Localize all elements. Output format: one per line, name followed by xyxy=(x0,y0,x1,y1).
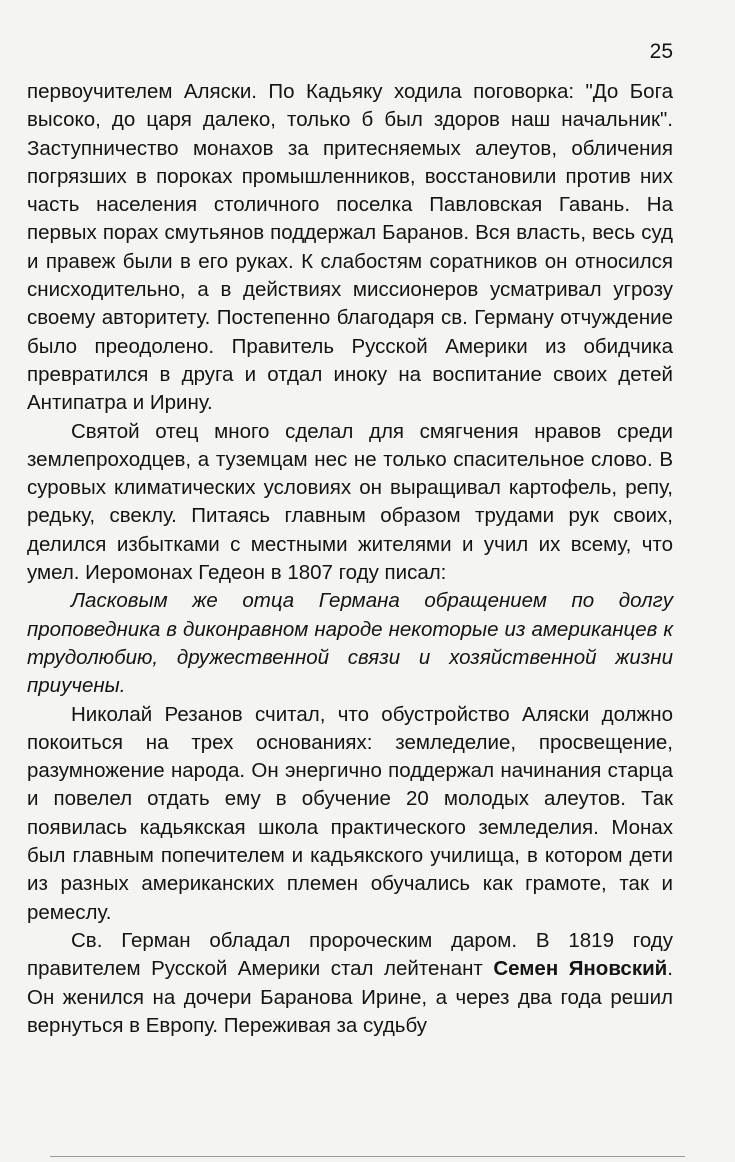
paragraph-5-text-end: . Он женился на дочери Баранова Ирине, а через два года решил вернуться в Европу. Переживая за судьбу xyxy=(27,957,673,1037)
paragraph-5-text-start: Св. Герман обладал пророческим даром. В 1819 году правителем Русской Америки стал лейтенант xyxy=(27,928,673,981)
paragraph-2: Святой отец много сделал для смягчения нравов среди землепроходцев, а туземцам нес не только спасительное слово. В суровых климатических условиях он выращивал картофель, репу, редьку, свеклу. Питаясь главным образом трудами рук своих, делился избытками с местными жителями и учил их всему, что умел. Иеромонах Гедеон в 1807 году писал: xyxy=(27,419,673,585)
page-edge-line xyxy=(50,1156,685,1157)
paragraph-5 xyxy=(27,927,673,1040)
paragraph-1: первоучителем Аляски. По Кадьяку ходила поговорка: "До Бога высоко, до царя далеко, только б был здоров наш начальник". Заступничество монахов за притесняемых алеутов, обличения погрязших в пороках промышленников, восстановили против них часть населения столичного поселка Павловская Гавань. На первых порах смутьянов поддержал Баранов. Вся власть, весь суд и правеж были в его руках. К слабостям соратников он относился снисходительно, а в действиях миссионеров усматривал угрозу своему авторитету. Постепенно благодаря св. Герману отчуждение было преодолено. Правитель Русской Америки из обидчика превратился в друга и отдал иноку на воспитание своих детей Антипатра и Ирину. xyxy=(27,80,673,415)
page-body xyxy=(27,78,673,1040)
paragraph-4: Николай Резанов считал, что обустройство Аляски должно покоиться на трех основаниях: земледелие, просвещение, разумножение народа. Он энергично поддержал начинания старца и повелел отдать ему в обучение 20 молодых алеутов. Так появилась кадьякская школа практического земледелия. Монах был главным попечителем и кадьякского училища, в котором дети из разных американских племен обучались как грамоте, так и ремеслу. xyxy=(27,702,673,924)
quote-paragraph: Ласковым же отца Германа обращением по долгу проповедника в диконравном народе некоторые из американцев к трудолюбию, дружественной связи и хозяйственной жизни приучены. xyxy=(27,589,673,698)
bold-name: Семен Яновский xyxy=(493,957,668,981)
page-number: 25 xyxy=(649,40,673,63)
